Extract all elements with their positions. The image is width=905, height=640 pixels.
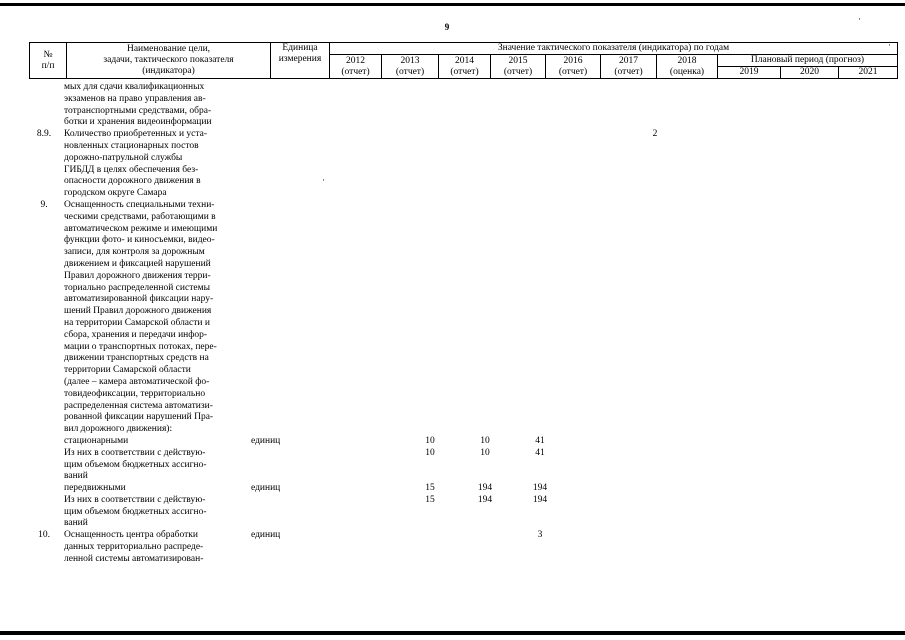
header-num: № п/п — [30, 43, 67, 79]
row-value-2015: 194 — [477, 483, 493, 494]
row-name-line: вил дорожного движения): — [64, 424, 173, 435]
row-name-line: Правил дорожного движения терри- — [64, 270, 211, 281]
row-name-line: ленной системы автоматизирован- — [64, 553, 204, 564]
table-row — [29, 483, 869, 495]
row-name — [64, 530, 239, 565]
row-value-2014: 10 — [425, 435, 435, 446]
table-row — [29, 200, 869, 436]
row-name-line: передвижными — [64, 483, 126, 494]
row-number: 10. — [38, 530, 50, 541]
scan-speck: · — [858, 14, 861, 24]
row-name-line: Из них в соответствии с действую- — [64, 494, 206, 505]
row-name-line: ваний — [64, 518, 88, 529]
row-name-line: функции фото- и киносъемки, видео- — [64, 235, 215, 246]
row-name — [64, 436, 239, 448]
table-row — [29, 448, 869, 483]
row-name-line: щим объемом бюджетных ассигно- — [64, 506, 207, 517]
header-plan-2019: 2019 — [718, 67, 781, 79]
row-name-line: рованной фиксации нарушений Пра- — [64, 412, 214, 423]
row-value-2015: 10 — [480, 447, 490, 458]
scan-speck: · — [888, 40, 891, 50]
top-rule — [0, 3, 905, 6]
row-name-line: записи, для контроля за дорожным — [64, 247, 205, 258]
row-name-line: мации о транспортных потоках, пере- — [64, 341, 217, 352]
row-name-line: распределенная система автоматизи- — [64, 400, 213, 411]
row-name-line: движении транспортных средств на — [64, 353, 209, 364]
row-name-line: стационарными — [64, 435, 129, 446]
row-name — [64, 200, 239, 436]
row-name-line: дорожно-патрульной службы — [64, 152, 183, 163]
row-name-line: (далее – камера автоматической фо- — [64, 376, 210, 387]
row-name — [64, 448, 239, 483]
row-name-line: сбора, хранения и передачи инфор- — [64, 329, 208, 340]
header-plan-title: Плановый период (прогноз) — [718, 55, 898, 67]
row-value-2016: 194 — [532, 494, 548, 505]
header-year-2018: 2018 (оценка) — [657, 55, 718, 79]
row-name-line: автоматическом режиме и имеющими — [64, 223, 218, 234]
header-year-2012: 2012 (отчет) — [330, 55, 382, 79]
row-unit: единиц — [251, 483, 281, 494]
table-row — [29, 530, 869, 565]
row-name-line: ваний — [64, 471, 88, 482]
row-value-2015: 194 — [477, 494, 493, 505]
row-name-line: движением и фиксацией нарушений — [64, 258, 211, 269]
row-name-line: на территории Самарской области и — [64, 317, 210, 328]
row-name-line: городском округе Самара — [64, 188, 167, 199]
row-name-line: щим объемом бюджетных ассигно- — [64, 459, 207, 470]
bottom-rule — [0, 631, 905, 635]
header-year-2015: 2015 (отчет) — [491, 55, 546, 79]
row-name-line: экзаменов на право управления ав- — [64, 93, 206, 104]
row-name-line: Оснащенность центра обработки — [64, 530, 198, 541]
header-year-2016: 2016 (отчет) — [546, 55, 601, 79]
row-name-line: автоматизированной фиксации нару- — [64, 294, 214, 305]
row-name-line: Из них в соответствии с действую- — [64, 447, 206, 458]
row-value-2014: 10 — [425, 447, 435, 458]
row-value-2015: 10 — [480, 435, 490, 446]
row-name-line: территории Самарской области — [64, 365, 191, 376]
row-value-2016: 41 — [535, 447, 545, 458]
header-values-title: Значение тактического показателя (индикатора) по годам — [330, 43, 898, 55]
scan-speck: · — [322, 175, 325, 185]
table-row — [29, 495, 869, 530]
row-number: 8.9. — [36, 129, 52, 140]
page-number: 9 — [444, 22, 450, 32]
header-plan-2021: 2021 — [839, 67, 898, 79]
row-name-line: тотранспортными средствами, обра- — [64, 105, 212, 116]
row-name-line: шений Правил дорожного движения — [64, 306, 212, 317]
row-unit: единиц — [251, 435, 281, 446]
row-name-line: ботки и хранения видеоинформации — [64, 117, 212, 128]
row-name-line: новленных стационарных постов — [64, 140, 199, 151]
table-row — [29, 436, 869, 448]
row-name-line: Оснащенность специальными техни- — [64, 199, 215, 210]
row-name-line: опасности дорожного движения в — [64, 176, 201, 187]
row-name-line: ческими средствами, работающими в — [64, 211, 216, 222]
row-name-line: ториально распределенной системы — [64, 282, 210, 293]
row-value-2016: 194 — [532, 483, 548, 494]
row-name — [64, 129, 239, 200]
row-value-2014: 15 — [425, 494, 435, 505]
row-number: 9. — [40, 199, 48, 210]
row-value-2016: 3 — [537, 530, 543, 541]
row-name-line: товидеофиксации, территориально — [64, 388, 206, 399]
header-unit: Единица измерения — [271, 43, 330, 79]
row-name-line: Количество приобретенных и уста- — [64, 129, 208, 140]
row-name-line: данных территориально распреде- — [64, 542, 204, 553]
row-value-2014: 15 — [425, 483, 435, 494]
header-plan-2020: 2020 — [781, 67, 839, 79]
row-name — [64, 82, 239, 129]
row-unit: единиц — [251, 530, 281, 541]
header-name: Наименование цели, задачи, тактического показателя (индикатора) — [67, 43, 271, 79]
row-name — [64, 483, 239, 495]
table-body — [29, 82, 869, 566]
header-year-2017: 2017 (отчет) — [601, 55, 657, 79]
header-year-2014: 2014 (отчет) — [439, 55, 491, 79]
row-value-2016: 41 — [535, 435, 545, 446]
row-value-2018: 2 — [652, 129, 658, 140]
header-year-2013: 2013 (отчет) — [382, 55, 439, 79]
row-name — [64, 495, 239, 530]
table-row — [29, 129, 869, 200]
row-name-line: ГИБДД в целях обеспечения без- — [64, 164, 199, 175]
row-name-line: мых для сдачи квалификационных — [64, 82, 205, 92]
table-row — [29, 82, 869, 129]
header-table — [29, 42, 898, 79]
